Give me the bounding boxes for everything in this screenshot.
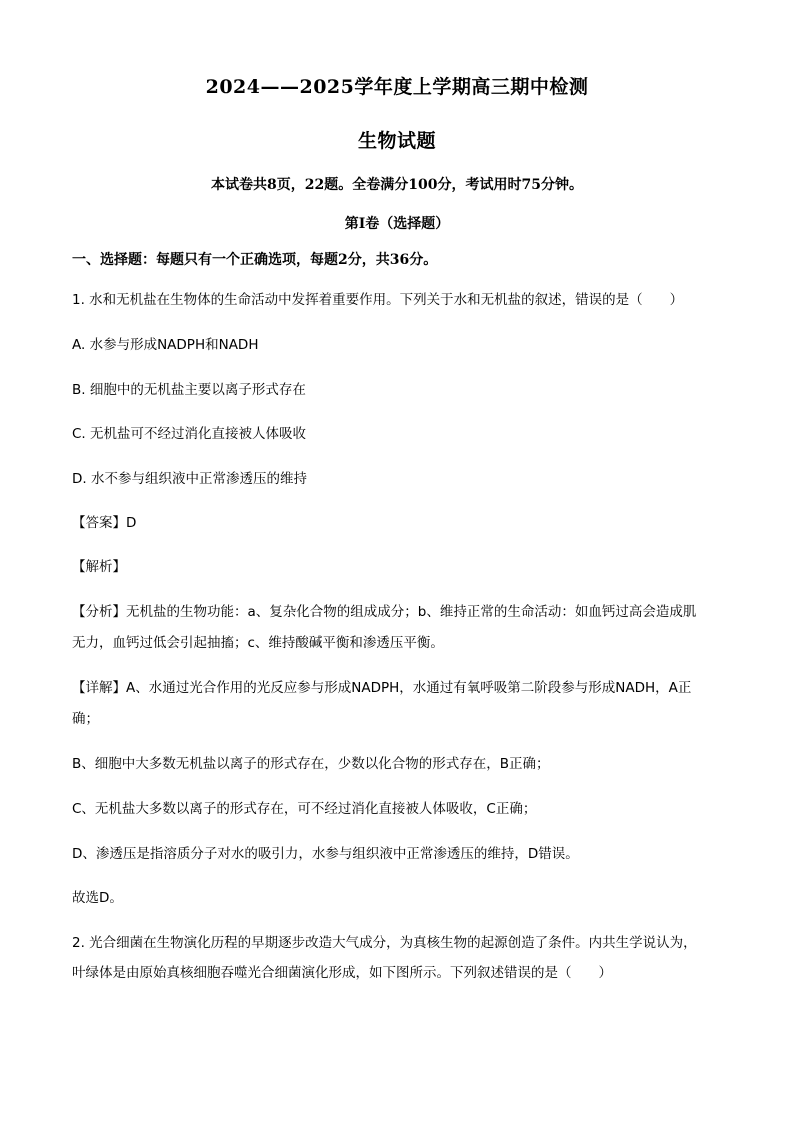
question-1-analysis-line-2: 无力，血钙过低会引起抽搐；c、维持酸碱平衡和渗透压平衡。: [72, 635, 444, 651]
question-1-answer: 【答案】D: [72, 515, 137, 531]
question-1-detail-b: B、细胞中大多数无机盐以离子的形式存在，少数以化合物的形式存在，B正确；: [72, 756, 550, 772]
exam-info: 本试卷共8页，22题。全卷满分100分，考试用时75分钟。: [211, 177, 583, 193]
question-1-analysis-label: 【解析】: [72, 559, 126, 575]
exam-title: 2024——2025学年度上学期高三期中检测: [205, 76, 589, 98]
part-heading: 第Ⅰ卷（选择题）: [344, 216, 450, 232]
question-1-option-a: A. 水参与形成NADPH和NADH: [72, 337, 259, 353]
question-1-conclusion: 故选D。: [72, 890, 123, 906]
question-1-detail-line-1: 【详解】A、水通过光合作用的光反应参与形成NADPH，水通过有氧呼吸第二阶段参与形成NADH，A正: [72, 680, 692, 696]
question-1-detail-c: C、无机盐大多数以离子的形式存在，可不经过消化直接被人体吸收，C正确；: [72, 801, 537, 817]
question-1-detail-d: D、渗透压是指溶质分子对水的吸引力，水参与组织液中正常渗透压的维持，D错误。: [72, 846, 579, 862]
question-2-stem-line-1: 2. 光合细菌在生物演化历程的早期逐步改造大气成分，为真核生物的起源创造了条件。内共生学说认为，: [72, 935, 697, 951]
question-1-detail-line-2: 确；: [72, 711, 99, 727]
question-1-option-d: D. 水不参与组织液中正常渗透压的维持: [72, 471, 307, 487]
question-1-stem: 1. 水和无机盐在生物体的生命活动中发挥着重要作用。下列关于水和无机盐的叙述，错误的是（ ）: [72, 292, 684, 308]
question-1-analysis-line-1: 【分析】无机盐的生物功能：a、复杂化合物的组成成分；b、维持正常的生命活动：如血钙过高会造成肌: [72, 604, 697, 620]
question-1-option-b: B. 细胞中的无机盐主要以离子形式存在: [72, 382, 306, 398]
section-heading: 一、选择题：每题只有一个正确选项，每题2分，共36分。: [72, 252, 438, 268]
question-1-option-c: C. 无机盐可不经过消化直接被人体吸收: [72, 426, 307, 442]
subject-title: 生物试题: [357, 130, 436, 152]
question-2-stem-line-2: 叶绿体是由原始真核细胞吞噬光合细菌演化形成，如下图所示。下列叙述错误的是（ ）: [72, 965, 612, 981]
